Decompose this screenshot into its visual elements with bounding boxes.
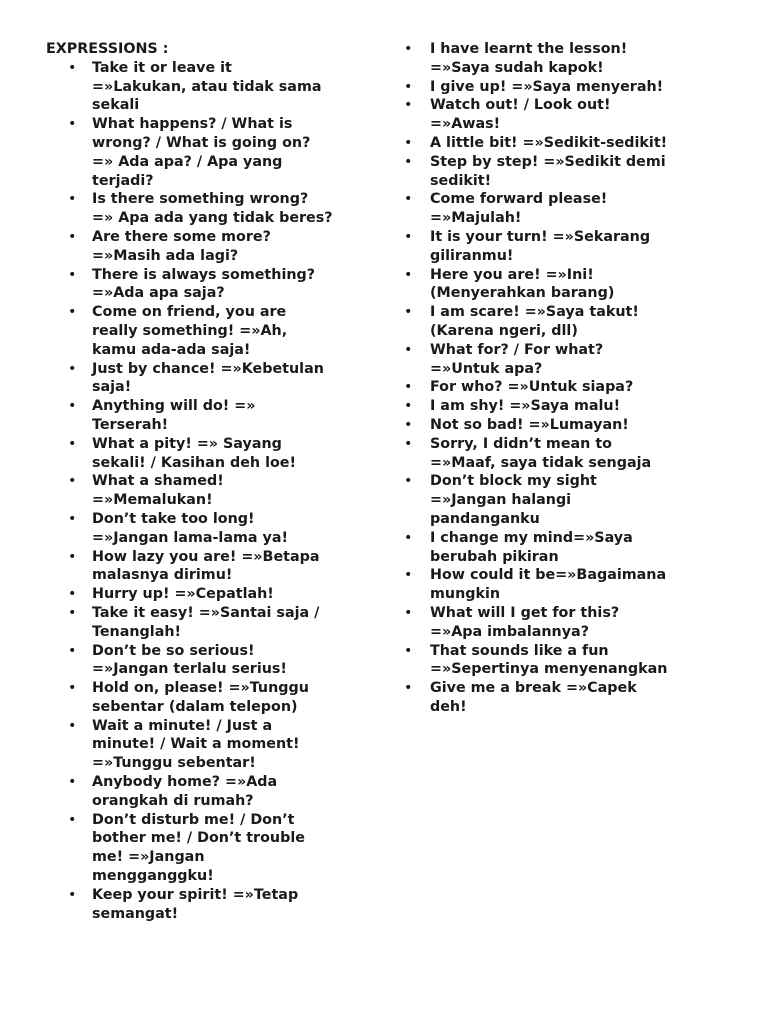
list-item <box>46 190 346 228</box>
list-item <box>46 472 346 510</box>
list-item <box>46 604 346 642</box>
list-item <box>46 548 346 586</box>
bullet-icon: • <box>68 886 77 903</box>
bullet-icon: • <box>404 191 413 208</box>
bullet-icon: • <box>68 774 77 791</box>
list-item <box>404 604 694 642</box>
expression-text: For who? =»Untuk siapa? <box>430 379 634 396</box>
bullet-icon: • <box>68 266 77 283</box>
list-item <box>46 585 346 604</box>
list-item <box>46 510 346 548</box>
expression-text: Are there some more? =»Masih ada lagi? <box>92 228 271 264</box>
list-item <box>46 59 346 115</box>
list-item <box>404 134 694 153</box>
expression-text: Keep your spirit! =»Tetap semangat! <box>92 886 299 922</box>
bullet-icon: • <box>404 228 413 245</box>
expression-text: What a shamed! =»Memalukan! <box>92 473 224 509</box>
bullet-icon: • <box>68 473 77 490</box>
list-item <box>404 642 694 680</box>
bullet-icon: • <box>404 398 413 415</box>
expression-text: I am scare! =»Saya takut! (Karena ngeri, dll) <box>430 304 639 339</box>
list-item <box>46 642 346 680</box>
list-item <box>46 886 346 924</box>
list-item <box>46 266 346 304</box>
list-item <box>46 717 346 773</box>
expression-text: Don’t disturb me! / Don’t bother me! / Don’t trouble me! =»Jangan mengganggku! <box>92 811 305 885</box>
expression-text: What for? / For what? =»Untuk apa? <box>430 341 604 377</box>
list-item <box>404 341 694 379</box>
bullet-icon: • <box>68 304 77 321</box>
bullet-icon: • <box>68 642 77 659</box>
expression-text: Just by chance! =»Kebetulan saja! <box>92 360 324 396</box>
expressions-list-left <box>46 59 346 924</box>
list-item <box>46 360 346 398</box>
bullet-icon: • <box>404 266 413 283</box>
expression-text: Anything will do! =» Terserah! <box>92 398 256 433</box>
bullet-icon: • <box>68 680 77 697</box>
list-item <box>404 40 694 78</box>
expression-text: I have learnt the lesson! =»Saya sudah kapok! <box>430 41 628 76</box>
expression-text: Wait a minute! / Just a minute! / Wait a moment! =»Tunggu sebentar! <box>92 717 300 772</box>
expression-text: Don’t take too long! =»Jangan lama-lama ya! <box>92 510 288 546</box>
bullet-icon: • <box>404 97 413 114</box>
list-item <box>404 472 694 528</box>
expression-text: Not so bad! =»Lumayan! <box>430 416 629 433</box>
expression-text: Is there something wrong? =» Apa ada yang tidak beres? <box>92 191 333 227</box>
bullet-icon: • <box>404 642 413 659</box>
bullet-icon: • <box>68 548 77 565</box>
expression-text: I give up! =»Saya menyerah! <box>430 78 664 95</box>
bullet-icon: • <box>404 379 413 396</box>
expression-text: Watch out! / Look out! =»Awas! <box>430 97 611 133</box>
expression-text: How lazy you are! =»Betapa malasnya dirimu! <box>92 548 320 584</box>
expression-text: I am shy! =»Saya malu! <box>430 398 621 415</box>
bullet-icon: • <box>404 567 413 584</box>
left-column <box>46 40 346 923</box>
list-item <box>404 96 694 134</box>
expression-text: That sounds like a fun =»Sepertinya menyenangkan <box>430 642 668 678</box>
list-item <box>404 266 694 304</box>
bullet-icon: • <box>404 134 413 151</box>
list-item <box>46 228 346 266</box>
expression-text: There is always something? =»Ada apa saja? <box>92 266 316 302</box>
list-item <box>46 397 346 435</box>
bullet-icon: • <box>404 153 413 170</box>
bullet-icon: • <box>68 191 77 208</box>
bullet-icon: • <box>404 78 413 95</box>
expression-text: Step by step! =»Sedikit demi sedikit! <box>430 153 666 189</box>
bullet-icon: • <box>68 435 77 452</box>
bullet-icon: • <box>404 604 413 621</box>
list-item <box>404 529 694 567</box>
bullet-icon: • <box>404 529 413 546</box>
expression-text: Take it or leave it =»Lakukan, atau tidak sama sekali <box>92 59 322 114</box>
expression-text: Sorry, I didn’t mean to =»Maaf, saya tidak sengaja <box>430 435 652 471</box>
bullet-icon: • <box>68 586 77 603</box>
list-item <box>46 679 346 717</box>
list-item <box>404 566 694 604</box>
bullet-icon: • <box>68 228 77 245</box>
bullet-icon: • <box>68 510 77 527</box>
expression-text: Don’t block my sight =»Jangan halangi pandanganku <box>430 473 597 527</box>
list-item <box>404 153 694 191</box>
expression-text: Hurry up! =»Cepatlah! <box>92 586 274 603</box>
expression-text: What happens? / What is wrong? / What is going on? =» Ada apa? / Apa yang terjadi? <box>92 116 311 189</box>
list-item <box>404 416 694 435</box>
bullet-icon: • <box>68 360 77 377</box>
list-item <box>404 378 694 397</box>
bullet-icon: • <box>404 473 413 490</box>
list-item <box>46 435 346 473</box>
list-item <box>46 115 346 190</box>
expression-text: Hold on, please! =»Tunggu sebentar (dalam telepon) <box>92 680 309 715</box>
bullet-icon: • <box>68 604 77 621</box>
bullet-icon: • <box>404 41 413 57</box>
expression-text: What a pity! =» Sayang sekali! / Kasihan deh loe! <box>92 435 297 471</box>
list-item <box>404 303 694 341</box>
expression-text: Take it easy! =»Santai saja / Tenanglah! <box>92 604 320 640</box>
bullet-icon: • <box>68 59 77 76</box>
list-item <box>404 679 694 717</box>
list-item <box>46 811 346 886</box>
list-item <box>404 397 694 416</box>
list-item <box>46 303 346 359</box>
bullet-icon: • <box>68 811 77 828</box>
expression-text: I change my mind=»Saya berubah pikiran <box>430 529 633 565</box>
bullet-icon: • <box>404 341 413 358</box>
bullet-icon: • <box>68 116 77 133</box>
expression-text: A little bit! =»Sedikit-sedikit! <box>430 134 668 151</box>
expression-text: It is your turn! =»Sekarang giliranmu! <box>430 228 651 264</box>
expression-text: Anybody home? =»Ada orangkah di rumah? <box>92 774 278 809</box>
expression-text: What will I get for this? =»Apa imbalannya? <box>430 604 620 640</box>
expression-text: Give me a break =»Capek deh! <box>430 680 637 715</box>
document-heading: EXPRESSIONS : <box>46 41 169 57</box>
expression-text: Come on friend, you are really something! =»Ah, kamu ada-ada saja! <box>92 304 288 358</box>
right-column <box>404 40 694 717</box>
bullet-icon: • <box>404 304 413 321</box>
expression-text: Come forward please! =»Majulah! <box>430 191 608 227</box>
bullet-icon: • <box>68 398 77 415</box>
bullet-icon: • <box>404 416 413 433</box>
list-item <box>404 435 694 473</box>
list-item <box>404 228 694 266</box>
bullet-icon: • <box>404 680 413 697</box>
list-item <box>46 773 346 811</box>
bullet-icon: • <box>68 717 77 734</box>
expressions-list-right <box>404 40 694 717</box>
list-item <box>404 78 694 97</box>
bullet-icon: • <box>404 435 413 452</box>
expression-text: How could it be=»Bagaimana mungkin <box>430 567 667 603</box>
expression-text: Don’t be so serious! =»Jangan terlalu serius! <box>92 642 287 678</box>
expression-text: Here you are! =»Ini! (Menyerahkan barang) <box>430 266 615 302</box>
list-item <box>404 190 694 228</box>
